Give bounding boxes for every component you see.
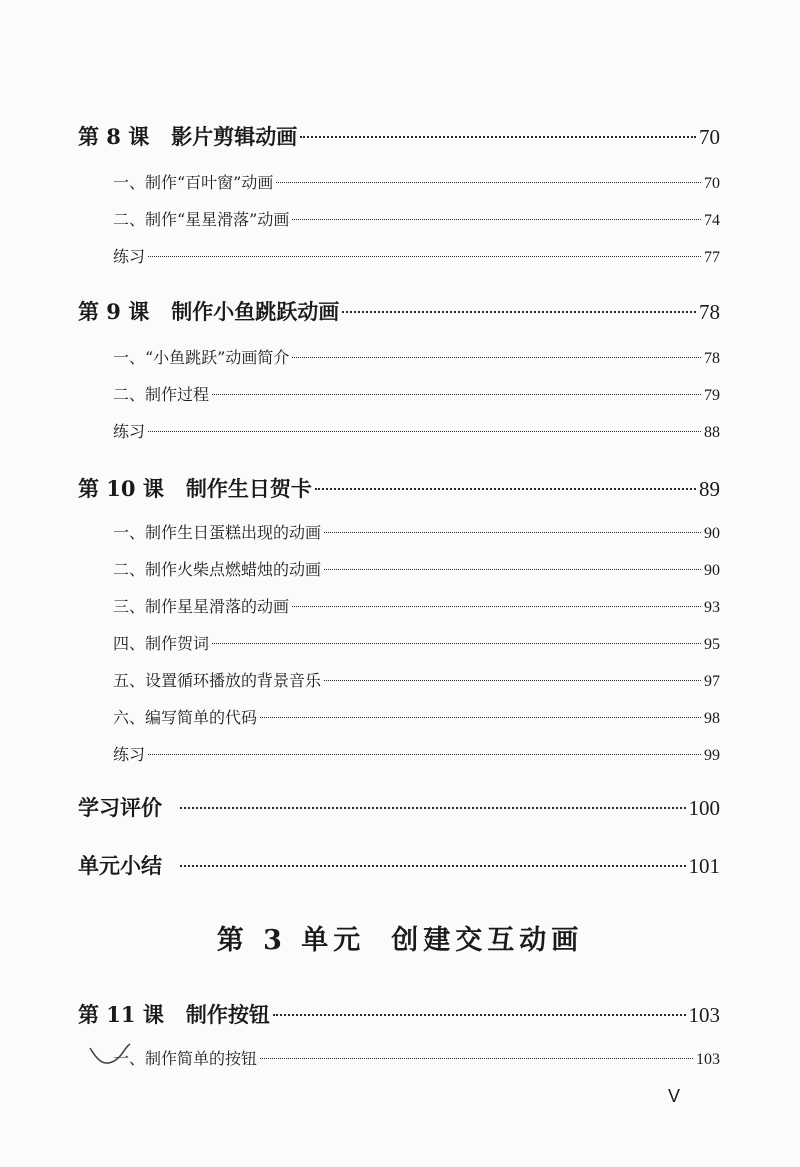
page-number: 93 <box>704 599 720 616</box>
section-label: 一、制作“百叶窗”动画 <box>113 173 274 192</box>
lesson-label: 第 11 课 制作按钮 <box>78 1002 270 1027</box>
dot-leader <box>292 357 701 358</box>
toc-section[interactable] <box>113 207 720 230</box>
toc-section[interactable] <box>113 1046 720 1069</box>
page-number: 97 <box>704 673 720 690</box>
page-number: 98 <box>704 710 720 727</box>
dot-leader <box>292 606 701 607</box>
unit-number: 第 3 单元 <box>216 925 366 956</box>
page-number: 103 <box>688 1003 720 1027</box>
section-label: 六、编写简单的代码 <box>113 708 258 727</box>
toc-lesson-11[interactable] <box>78 999 720 1029</box>
page-number: 100 <box>688 796 720 820</box>
dot-leader <box>180 865 686 867</box>
toc-section[interactable] <box>113 419 720 442</box>
section-label: 一、制作简单的按钮 <box>113 1049 258 1068</box>
toc-section[interactable] <box>113 631 720 654</box>
page-number: 89 <box>699 477 720 501</box>
dot-leader <box>260 717 701 718</box>
dot-leader <box>148 256 701 257</box>
unit-title: 创建交互动画 <box>391 925 584 956</box>
toc-section[interactable] <box>113 170 720 193</box>
toc-section[interactable] <box>113 244 720 267</box>
toc-lesson-8[interactable] <box>78 121 720 151</box>
dot-leader <box>315 488 696 490</box>
section-label: 练习 <box>113 247 146 266</box>
page-number: 101 <box>688 854 720 878</box>
section-label: 练习 <box>113 422 146 441</box>
dot-leader <box>342 311 696 313</box>
dot-leader <box>324 532 701 533</box>
section-label: 三、制作星星滑落的动画 <box>113 597 290 616</box>
toc-section[interactable] <box>113 594 720 617</box>
section-label: 二、制作过程 <box>113 385 210 404</box>
section-label: 四、制作贺词 <box>113 634 210 653</box>
dot-leader <box>300 136 696 138</box>
toc-unit-summary[interactable] <box>78 850 720 880</box>
unit-heading <box>0 918 800 957</box>
section-label: 一、制作生日蛋糕出现的动画 <box>113 523 322 542</box>
page-number: 78 <box>704 350 720 367</box>
toc-lesson-10[interactable] <box>78 473 720 503</box>
toc-section[interactable] <box>113 668 720 691</box>
section-label: 五、设置循环播放的背景音乐 <box>113 671 322 690</box>
dot-leader <box>212 643 701 644</box>
page-number: 90 <box>704 525 720 542</box>
lesson-label: 第 9 课 制作小鱼跳跃动画 <box>78 299 340 324</box>
toc-section[interactable] <box>113 345 720 368</box>
toc-section[interactable] <box>113 520 720 543</box>
toc-section[interactable] <box>113 742 720 765</box>
pen-mark-icon <box>88 1040 132 1070</box>
toc-lesson-9[interactable] <box>78 296 720 326</box>
dot-leader <box>324 680 701 681</box>
page-number: 79 <box>704 387 720 404</box>
dot-leader <box>212 394 701 395</box>
page-number: 88 <box>704 424 720 441</box>
page-number: 95 <box>704 636 720 653</box>
page-number: 70 <box>699 125 720 149</box>
toc-section[interactable] <box>113 382 720 405</box>
toc-learning-evaluation[interactable] <box>78 792 720 822</box>
page-number: 70 <box>704 175 720 192</box>
page-folio: V <box>668 1086 681 1106</box>
dot-leader <box>260 1058 693 1059</box>
page-number: 103 <box>696 1051 720 1068</box>
page-number: 99 <box>704 747 720 764</box>
dot-leader <box>324 569 701 570</box>
section-label: 二、制作“星星滑落”动画 <box>113 210 290 229</box>
lesson-label: 第 8 课 影片剪辑动画 <box>78 124 298 149</box>
lesson-label: 第 10 课 制作生日贺卡 <box>78 476 312 501</box>
dot-leader <box>148 431 701 432</box>
dot-leader <box>292 219 701 220</box>
toc-section[interactable] <box>113 705 720 728</box>
section-label: 一、“小鱼跳跃”动画简介 <box>113 348 290 367</box>
page-number: 78 <box>699 300 720 324</box>
dot-leader <box>148 754 701 755</box>
page-number: 90 <box>704 562 720 579</box>
section-label: 二、制作火柴点燃蜡烛的动画 <box>113 560 322 579</box>
lesson-label: 学习评价 <box>78 795 162 820</box>
lesson-label: 单元小结 <box>78 853 162 878</box>
page-number: 74 <box>704 212 720 229</box>
section-label: 练习 <box>113 745 146 764</box>
dot-leader <box>276 182 701 183</box>
dot-leader <box>273 1014 686 1016</box>
page-number: 77 <box>704 249 720 266</box>
toc-section[interactable] <box>113 557 720 580</box>
dot-leader <box>180 807 686 809</box>
